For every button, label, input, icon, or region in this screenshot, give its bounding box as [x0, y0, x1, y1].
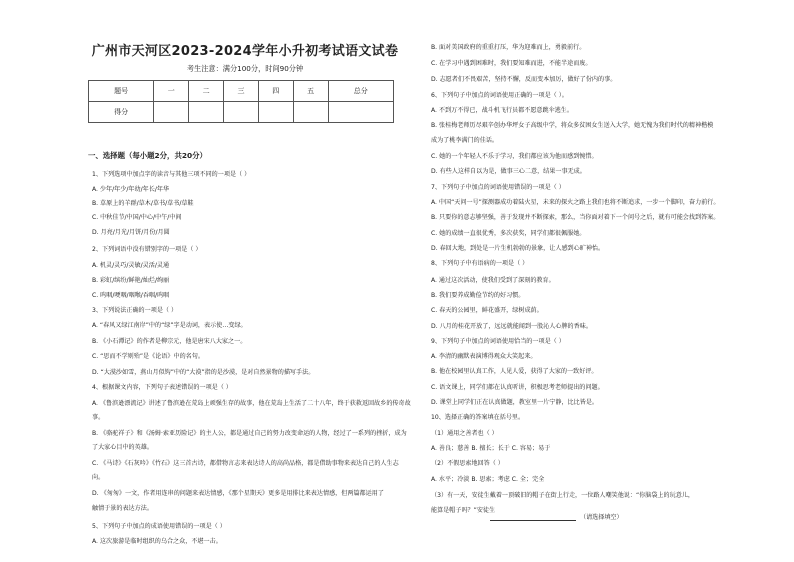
question-line: 向。 [92, 474, 105, 481]
question-line: 8、下列句子中有语病的一项是（ ） [431, 260, 529, 267]
question-line: B. 张桂梅老师历尽艰辛创办华坪女子高级中学，将众多贫困女生送入大学，她无愧为我们时代的精神楷模 [431, 122, 714, 129]
table-cell [293, 102, 328, 123]
question-line: D. 月亮/月光/月饼/月份/月圆 [92, 229, 170, 236]
question-line: A. 通过这次活动，使我们受到了深刻的教育。 [431, 277, 555, 284]
page-title: 广州市天河区2023-2024学年小升初考试语文试卷 [91, 44, 399, 59]
question-line: B. 只要你的意志够坚强，善于发现并不断探索，那么，当你面对着下一个问号之后，就有可能会找到答案。 [431, 214, 720, 221]
question-line: 7、下列句子中加点的词语使用错误的一项是（ ） [431, 184, 565, 191]
table-cell: 总分 [328, 81, 393, 102]
table-cell [154, 102, 189, 123]
question-line: 事。 [92, 414, 105, 421]
table-cell [258, 102, 293, 123]
question-line: 1、下列选项中加点字的读音与其他三项不同的一项是（ ） [92, 171, 251, 178]
question-line: C. 语文课上，同学们都在认真听讲，积极思考老师提出的问题。 [431, 384, 604, 391]
table-cell: 三 [224, 81, 259, 102]
question-line: A. 善良；慈善 B. 擅长；长于 C. 容易；易于 [431, 445, 551, 452]
question-line: B. 《小石潭记》的作者是柳宗元，他是唐宋八大家之一。 [92, 338, 247, 345]
question-line: A. 水平；冷淡 B. 思索；考虑 C. 全；完全 [431, 476, 545, 483]
section-heading: 一、选择题（每小题2分，共20分） [88, 151, 207, 160]
question-line: A. 中国“天问一号”探测器成功着陆火星，未来的探火之路上我们也将不断追求，一步一个脚印，奋力前行。 [431, 199, 720, 206]
question-line: C. 在学习中遇到困难时，我们要知难而进，不能半途而废。 [431, 60, 592, 67]
table-cell: 题号 [89, 81, 154, 102]
question-line: D. “大漠沙如雪，燕山月似钩”中的“大漠”指的是沙漠，是对自然景物的描写手法。 [92, 369, 315, 376]
question-line: 了大家心目中的英雄。 [92, 444, 153, 451]
question-line: A. 不到万不得已，战斗机飞行员都不愿意跳伞逃生。 [431, 107, 573, 114]
question-line: 6、下列句子中加点的词语使用正确的一项是（ ）。 [431, 92, 568, 99]
question-line: 2、下列词语中没有错别字的一项是（ ） [92, 246, 202, 253]
question-line: D. 有些人这样自以为是，做事三心二意，结果一事无成。 [431, 168, 586, 175]
question-line: C. 她的成绩一直很优秀，多次获奖，同学们都很佩服她。 [431, 230, 586, 237]
question-line: 能算是帽子吗？”安徒生 [431, 507, 496, 514]
question-line: D. 春回大地，到处是一片生机勃勃的景象，让人感到心旷神怡。 [431, 245, 605, 252]
question-line: B. 《骆驼祥子》和《汤姆·索亚历险记》的主人公，都是通过自己的努力改变命运的人物，经过了一系列的挫折，成为 [92, 430, 407, 437]
question-line: 3、下列说法正确的一项是（ ） [92, 307, 178, 314]
answer-blank[interactable] [490, 514, 576, 521]
question-line: C. 呜咽/哽咽/咽喉/吞咽/呜咽 [92, 292, 170, 299]
question-line: 9、下列句子中加点的词语使用恰当的一项是（ ） [431, 338, 565, 345]
question-line: 成为了桃李满门的佳话。 [431, 137, 499, 144]
table-cell [224, 102, 259, 123]
question-line: D. 《匆匆》一文，作者用连串的问题来表达情感，《那个星期天》更多是用排比来表达情感，但两篇都运用了 [92, 490, 384, 497]
question-line: D. 志愿者们不畏艰苦，坚持不懈，反而变本加厉，做好了份内的事。 [431, 76, 617, 83]
question-line: A. 李清的幽默表演博得观众大笑起来。 [431, 353, 537, 360]
question-line: C. 春天的公园里，鲜花盛开，绿树成荫。 [431, 307, 543, 314]
question-line: D. 课堂上同学们正在认真做题，教室里一片宁静，比比皆是。 [431, 399, 599, 406]
score-table-row [89, 102, 394, 123]
question-line: B. 草原上的羊群/草木/草书/草书/草鞋 [92, 200, 194, 207]
table-cell: 一 [154, 81, 189, 102]
question-line: D. 八月的桂花开放了，远远就能闻到一股沁人心脾的香味。 [431, 323, 592, 330]
question-line: C. 她的一个年轻人不乐于学习，我们都应该为他而感到惋惜。 [431, 153, 598, 160]
question-line: （请选择填空） [580, 514, 623, 521]
question-line: B. 他在校园里认真工作，人见人爱，获得了大家的一致好评。 [431, 368, 598, 375]
exam-note: 考生注意：满分100分，时间90分钟 [186, 64, 304, 73]
question-line: （2）不假思索地回答（ ） [431, 460, 504, 467]
question-line: A. 机灵/灵巧/灵敏/灵活/灵通 [92, 262, 170, 269]
table-cell: 四 [258, 81, 293, 102]
question-line: C. 《马诗》《石灰吟》《竹石》这三首古诗，都借物言志来表达诗人的高尚品格，都是借助事物来表达自己的人生志 [92, 460, 399, 467]
table-cell: 二 [189, 81, 224, 102]
question-line: A. “春风又绿江南岸”中的“绿”字是动词，表示使…变绿。 [92, 322, 247, 329]
question-line: 5、下列句子中加点的成语使用错误的一项是（ ） [92, 523, 226, 530]
question-line: A. 《鲁滨逊漂流记》讲述了鲁滨逊在荒岛上顽强生存的故事，他在荒岛上生活了二十八年，终于获救返回故乡的传奇故 [92, 400, 411, 407]
question-line: B. 彩虹/缤纷/鲜艳/灿烂/绚丽 [92, 277, 170, 284]
table-cell [189, 102, 224, 123]
question-line: B. 面对美国政府的重重打压，华为迎难而上，勇毅前行。 [431, 44, 586, 51]
score-table-header-row [89, 81, 394, 102]
question-line: C. “思而不学则殆”是《论语》中的名句。 [92, 353, 204, 360]
question-line: （3）有一天，安徒生戴着一顶破旧的帽子在街上行走，一位路人嘲笑他说：“你脑袋上的玩意儿， [431, 492, 694, 499]
question-line: A. 这次旅游是临时组织的乌合之众，不堪一击。 [92, 538, 222, 545]
question-line: 4、根据课文内容，下列句子表述错误的一项是（ ） [92, 384, 232, 391]
score-table [88, 80, 394, 123]
question-line: （1）通用之善者也（ ） [431, 430, 498, 437]
question-line: 触情于景的表达方法。 [92, 505, 153, 512]
question-line: B. 我们要养成勤俭节约的好习惯。 [431, 292, 525, 299]
table-cell [328, 102, 393, 123]
table-cell: 得分 [89, 102, 154, 123]
table-cell: 五 [293, 81, 328, 102]
question-line: 10、选择正确的答案填在括号里。 [431, 414, 525, 421]
question-line: C. 中秋佳节/中国/中心/中午/中间 [92, 214, 182, 221]
question-line: A. 少年/年少/年幼/年长/年华 [92, 186, 170, 193]
